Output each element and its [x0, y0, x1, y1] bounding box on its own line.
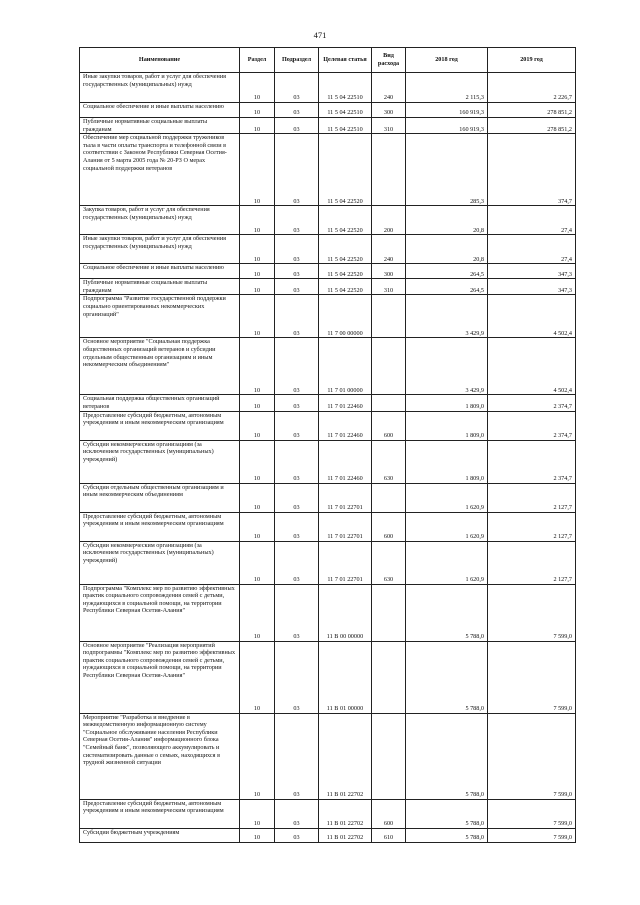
- cell-expense: [372, 483, 406, 512]
- cell-subsection: 03: [275, 799, 319, 828]
- cell-expense: 240: [372, 235, 406, 264]
- table-row: [80, 206, 576, 235]
- cell-name: Мероприятие "Разработка и внедрение в межведомственную информационную систему "Социальное обслуживание населения Республики Северная Осетия-Алания" информационного блока "Семейный банк", позволяющего аккумулировать и систематизировать данные о семьях, находящихся в трудной жизненной ситуации: [80, 713, 240, 799]
- cell-section: 10: [240, 73, 275, 103]
- cell-y2018: 3 429,9: [406, 338, 488, 395]
- cell-item: 11 В 01 22702: [319, 799, 372, 828]
- cell-section: 10: [240, 206, 275, 235]
- table-row: [80, 541, 576, 584]
- cell-y2019: 7 599,0: [488, 828, 576, 842]
- cell-y2019: 4 502,4: [488, 338, 576, 395]
- cell-expense: [372, 713, 406, 799]
- cell-name: Иные закупки товаров, работ и услуг для обеспечения государственных (муниципальных) нужд: [80, 235, 240, 264]
- cell-subsection: 03: [275, 411, 319, 440]
- cell-section: 10: [240, 713, 275, 799]
- cell-expense: 310: [372, 118, 406, 134]
- cell-y2019: 27,4: [488, 235, 576, 264]
- cell-subsection: 03: [275, 264, 319, 279]
- cell-item: 11 5 04 22510: [319, 103, 372, 118]
- table-row: [80, 134, 576, 206]
- table-row: [80, 264, 576, 279]
- header-subsection: Подраздел: [275, 48, 319, 73]
- cell-subsection: 03: [275, 395, 319, 411]
- table-row: [80, 641, 576, 713]
- cell-y2019: 2 127,7: [488, 541, 576, 584]
- cell-name: Иные закупки товаров, работ и услуг для обеспечения государственных (муниципальных) нужд: [80, 73, 240, 103]
- cell-expense: 200: [372, 206, 406, 235]
- cell-section: 10: [240, 235, 275, 264]
- cell-item: 11 7 01 22701: [319, 541, 372, 584]
- table-row: [80, 799, 576, 828]
- cell-section: 10: [240, 512, 275, 541]
- table-row: [80, 483, 576, 512]
- cell-y2019: 374,7: [488, 134, 576, 206]
- cell-section: 10: [240, 541, 275, 584]
- cell-section: 10: [240, 799, 275, 828]
- cell-section: 10: [240, 483, 275, 512]
- cell-name: Основное мероприятие "Реализация мероприятий подпрограммы "Комплекс мер по развитию эффективных практик социального сопровождения семей с детьми, нуждающихся в социальной помощи, на территории Республики Северная Осетия-Алания": [80, 641, 240, 713]
- cell-y2018: 5 788,0: [406, 584, 488, 641]
- budget-table: [79, 47, 576, 843]
- cell-y2018: 1 809,0: [406, 440, 488, 483]
- cell-expense: [372, 134, 406, 206]
- cell-subsection: 03: [275, 440, 319, 483]
- cell-item: 11 5 04 22520: [319, 206, 372, 235]
- cell-subsection: 03: [275, 134, 319, 206]
- table-row: [80, 440, 576, 483]
- cell-subsection: 03: [275, 713, 319, 799]
- table-row: [80, 235, 576, 264]
- cell-subsection: 03: [275, 118, 319, 134]
- cell-item: 11 5 04 22510: [319, 73, 372, 103]
- cell-section: 10: [240, 828, 275, 842]
- table-row: [80, 512, 576, 541]
- cell-section: 10: [240, 338, 275, 395]
- cell-y2019: 347,3: [488, 279, 576, 295]
- cell-y2018: 1 620,9: [406, 512, 488, 541]
- table-row: [80, 584, 576, 641]
- cell-expense: [372, 295, 406, 338]
- cell-expense: 610: [372, 828, 406, 842]
- cell-name: Субсидии отдельным общественным организациям и иным некоммерческим объединениям: [80, 483, 240, 512]
- table-row: [80, 279, 576, 295]
- cell-y2018: 20,8: [406, 206, 488, 235]
- cell-subsection: 03: [275, 103, 319, 118]
- cell-y2019: 2 127,7: [488, 483, 576, 512]
- cell-y2018: 5 788,0: [406, 713, 488, 799]
- cell-item: 11 5 04 22520: [319, 235, 372, 264]
- cell-section: 10: [240, 395, 275, 411]
- header-expense: Вид расхода: [372, 48, 406, 73]
- cell-y2019: 2 127,7: [488, 512, 576, 541]
- cell-expense: 600: [372, 799, 406, 828]
- cell-subsection: 03: [275, 483, 319, 512]
- cell-y2019: 2 226,7: [488, 73, 576, 103]
- cell-name: Предоставление субсидий бюджетным, автономным учреждениям и иным некоммерческим организациям: [80, 799, 240, 828]
- cell-y2019: 4 502,4: [488, 295, 576, 338]
- cell-expense: [372, 584, 406, 641]
- cell-y2019: 2 374,7: [488, 411, 576, 440]
- header-item: Целевая статья: [319, 48, 372, 73]
- cell-name: Предоставление субсидий бюджетным, автономным учреждениям и иным некоммерческим организациям: [80, 411, 240, 440]
- cell-item: 11 В 01 22702: [319, 828, 372, 842]
- cell-y2019: 2 374,7: [488, 440, 576, 483]
- cell-item: 11 7 01 22701: [319, 512, 372, 541]
- cell-name: Предоставление субсидий бюджетным, автономным учреждениям и иным некоммерческим организациям: [80, 512, 240, 541]
- cell-item: 11 7 01 22460: [319, 440, 372, 483]
- cell-item: 11 5 04 22520: [319, 264, 372, 279]
- header-section: Раздел: [240, 48, 275, 73]
- page-number: 471: [313, 30, 327, 40]
- cell-item: 11 7 01 00000: [319, 338, 372, 395]
- cell-y2019: 7 599,0: [488, 641, 576, 713]
- table-row: [80, 713, 576, 799]
- cell-y2018: 160 919,3: [406, 118, 488, 134]
- cell-y2018: 1 620,9: [406, 541, 488, 584]
- cell-item: 11 5 04 22510: [319, 118, 372, 134]
- header-2018: 2018 год: [406, 48, 488, 73]
- header-2019: 2019 год: [488, 48, 576, 73]
- cell-y2018: 5 788,0: [406, 828, 488, 842]
- table-row: [80, 828, 576, 842]
- cell-name: Социальное обеспечение и иные выплаты населению: [80, 264, 240, 279]
- table-row: [80, 411, 576, 440]
- table-row: [80, 73, 576, 103]
- cell-section: 10: [240, 440, 275, 483]
- cell-name: Подпрограмма "Развитие государственной поддержки социально ориентированных некоммерческих организаций": [80, 295, 240, 338]
- cell-y2019: 347,3: [488, 264, 576, 279]
- header-name: Наименование: [80, 48, 240, 73]
- cell-section: 10: [240, 641, 275, 713]
- cell-y2018: 264,5: [406, 264, 488, 279]
- cell-expense: 630: [372, 440, 406, 483]
- cell-expense: 600: [372, 512, 406, 541]
- cell-item: 11 В 00 00000: [319, 584, 372, 641]
- cell-section: 10: [240, 279, 275, 295]
- cell-expense: [372, 395, 406, 411]
- cell-section: 10: [240, 103, 275, 118]
- cell-subsection: 03: [275, 279, 319, 295]
- cell-y2018: 3 429,9: [406, 295, 488, 338]
- cell-y2018: 5 788,0: [406, 641, 488, 713]
- cell-section: 10: [240, 295, 275, 338]
- cell-y2018: 5 788,0: [406, 799, 488, 828]
- cell-y2019: 2 374,7: [488, 395, 576, 411]
- table-row: [80, 103, 576, 118]
- cell-subsection: 03: [275, 338, 319, 395]
- cell-expense: [372, 338, 406, 395]
- cell-subsection: 03: [275, 73, 319, 103]
- cell-y2019: 278 851,2: [488, 103, 576, 118]
- cell-y2018: 2 115,3: [406, 73, 488, 103]
- cell-y2019: 7 599,0: [488, 799, 576, 828]
- cell-item: 11 В 01 22702: [319, 713, 372, 799]
- cell-expense: 300: [372, 103, 406, 118]
- cell-section: 10: [240, 134, 275, 206]
- cell-subsection: 03: [275, 235, 319, 264]
- cell-subsection: 03: [275, 541, 319, 584]
- table-row: [80, 295, 576, 338]
- cell-name: Субсидии некоммерческим организациям (за исключением государственных (муниципальных) учреждений): [80, 541, 240, 584]
- cell-y2018: 264,5: [406, 279, 488, 295]
- table-header-row: [80, 48, 576, 73]
- cell-item: 11 7 01 22460: [319, 411, 372, 440]
- cell-name: Социальная поддержка общественных организаций ветеранов: [80, 395, 240, 411]
- cell-name: Основное мероприятие "Социальная поддержка общественных организаций ветеранов и субсидии отдельным общественным организациям и иным некоммерческим объединениям": [80, 338, 240, 395]
- table-row: [80, 118, 576, 134]
- cell-item: 11 В 01 00000: [319, 641, 372, 713]
- cell-item: 11 7 01 22460: [319, 395, 372, 411]
- cell-name: Субсидии некоммерческим организациям (за исключением государственных (муниципальных) учреждений): [80, 440, 240, 483]
- cell-y2018: 160 919,3: [406, 103, 488, 118]
- cell-subsection: 03: [275, 512, 319, 541]
- cell-name: Подпрограмма "Комплекс мер по развитию эффективных практик социального сопровождения семей с детьми, нуждающихся в социальной помощи, на территории Республики Северная Осетия-Алания": [80, 584, 240, 641]
- cell-name: Субсидии бюджетным учреждениям: [80, 828, 240, 842]
- cell-y2018: 1 809,0: [406, 411, 488, 440]
- cell-item: 11 7 00 00000: [319, 295, 372, 338]
- cell-y2019: 27,4: [488, 206, 576, 235]
- cell-y2018: 1 809,0: [406, 395, 488, 411]
- cell-subsection: 03: [275, 584, 319, 641]
- table-row: [80, 338, 576, 395]
- cell-expense: [372, 641, 406, 713]
- cell-section: 10: [240, 118, 275, 134]
- cell-expense: 240: [372, 73, 406, 103]
- cell-expense: 600: [372, 411, 406, 440]
- cell-subsection: 03: [275, 295, 319, 338]
- cell-name: Социальное обеспечение и иные выплаты населению: [80, 103, 240, 118]
- cell-item: 11 5 04 22520: [319, 279, 372, 295]
- cell-name: Публичные нормативные социальные выплаты гражданам: [80, 279, 240, 295]
- table-row: [80, 395, 576, 411]
- cell-y2018: 285,3: [406, 134, 488, 206]
- cell-y2019: 7 599,0: [488, 713, 576, 799]
- cell-name: Обеспечение мер социальной поддержки тружеников тыла в части оплаты транспорта и телефонной связи в соответствии с Законом Республики Северная Осетия-Алания от 5 марта 2005 года № 20-РЗ О мерах социальной поддержки ветеранов: [80, 134, 240, 206]
- table-body: [80, 73, 576, 843]
- cell-name: Закупка товаров, работ и услуг для обеспечения государственных (муниципальных) нужд: [80, 206, 240, 235]
- cell-item: 11 5 04 22520: [319, 134, 372, 206]
- cell-section: 10: [240, 411, 275, 440]
- cell-subsection: 03: [275, 641, 319, 713]
- cell-section: 10: [240, 264, 275, 279]
- cell-section: 10: [240, 584, 275, 641]
- cell-y2019: 278 851,2: [488, 118, 576, 134]
- cell-expense: 630: [372, 541, 406, 584]
- cell-expense: 300: [372, 264, 406, 279]
- cell-subsection: 03: [275, 828, 319, 842]
- cell-y2018: 1 620,9: [406, 483, 488, 512]
- cell-y2018: 20,8: [406, 235, 488, 264]
- cell-expense: 310: [372, 279, 406, 295]
- cell-y2019: 7 599,0: [488, 584, 576, 641]
- cell-item: 11 7 01 22701: [319, 483, 372, 512]
- cell-subsection: 03: [275, 206, 319, 235]
- cell-name: Публичные нормативные социальные выплаты гражданам: [80, 118, 240, 134]
